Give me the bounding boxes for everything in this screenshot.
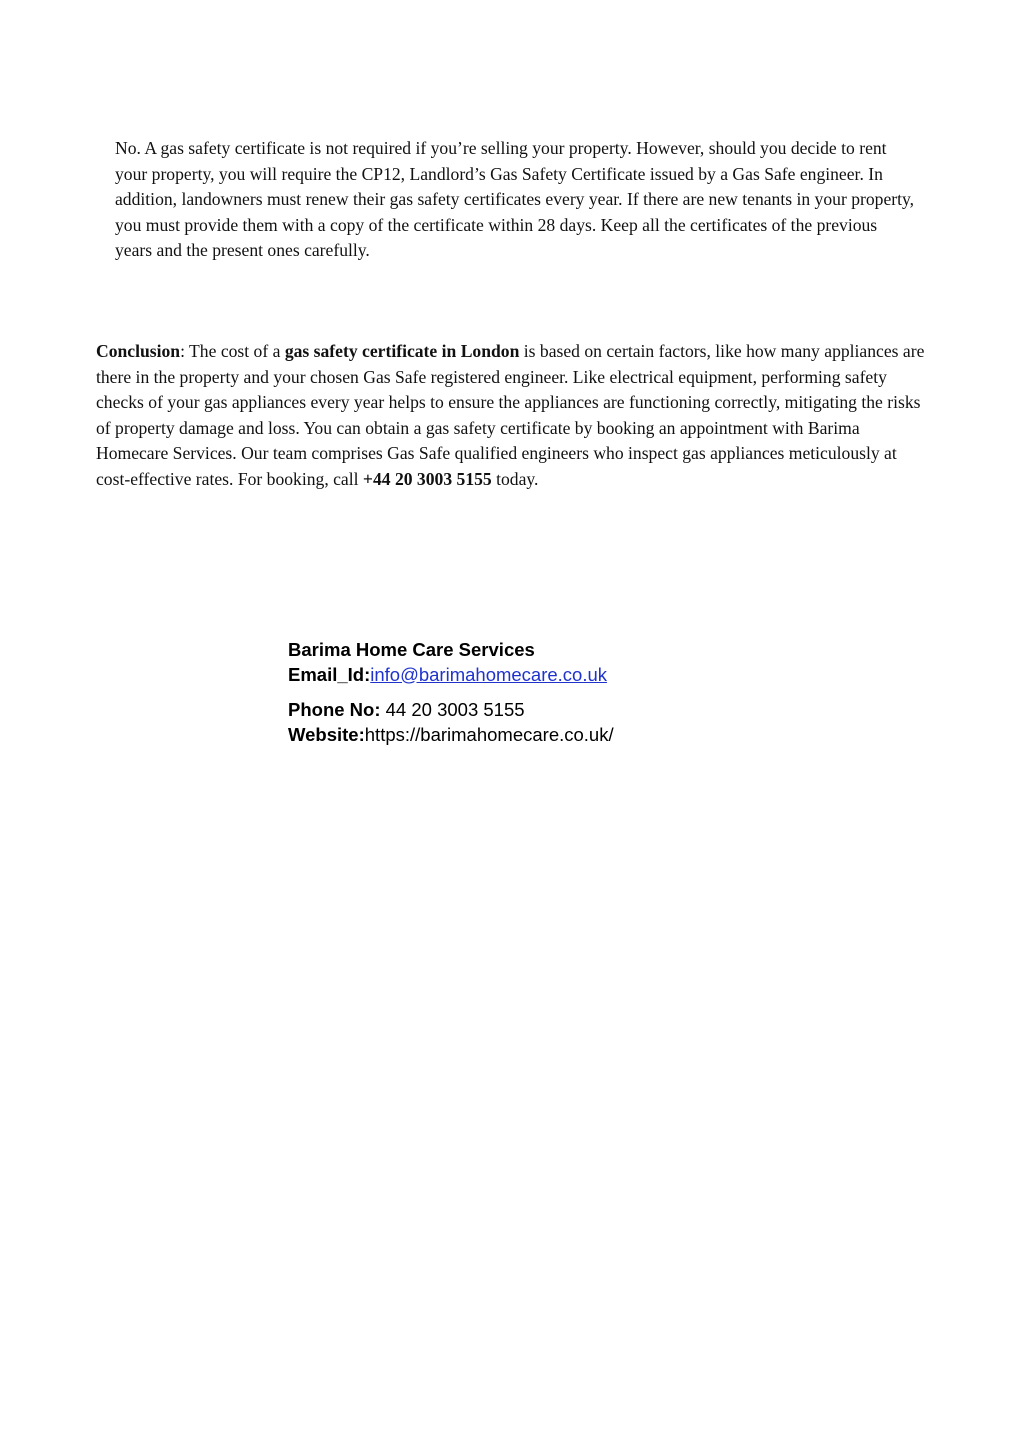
contact-block bbox=[288, 638, 808, 747]
answer-paragraph: No. A gas safety certificate is not required if you’re selling your property. However, should you decide to rent your property, you will require the CP12, Landlord’s Gas Safety Certificate issued by a Gas Safe engineer. In addition, landowners must renew their gas safety certificates every year. If there are new tenants in your property, you must provide them with a copy of the certificate within 28 days. Keep all the certificates of the previous years and the present ones carefully. bbox=[115, 138, 915, 260]
website-value: https://barimahomecare.co.uk/ bbox=[364, 723, 614, 745]
conclusion-paragraph bbox=[96, 339, 926, 492]
website-line bbox=[288, 723, 808, 748]
conclusion-keyword: gas safety certificate in London bbox=[284, 341, 520, 361]
email-line bbox=[288, 663, 808, 688]
phone-value: 44 20 3003 5155 bbox=[380, 699, 525, 720]
email-label: Email_Id: bbox=[288, 663, 371, 685]
company-name: Barima Home Care Services bbox=[288, 639, 535, 660]
conclusion-tail: today. bbox=[491, 468, 539, 489]
phone-line bbox=[288, 698, 808, 723]
conclusion-label: Conclusion bbox=[96, 341, 181, 361]
conclusion-body: is based on certain factors, like how many appliances are there in the property and your chosen Gas Safe registered engineer. Like electrical equipment, performing safety checks of your gas appliances every year helps to ensure the appliances are functioning correctly, mitigating the risks of property damage and loss. You can obtain a gas safety certificate by booking an appointment with Barima Homecare Services. Our team comprises Gas Safe qualified engineers who inspect gas appliances meticulously at cost-effective rates. For booking, call bbox=[96, 341, 925, 489]
phone-label: Phone No: bbox=[288, 699, 381, 720]
email-link[interactable]: info@barimahomecare.co.uk bbox=[370, 663, 608, 685]
website-label: Website: bbox=[288, 723, 365, 745]
conclusion-intro: : The cost of a bbox=[180, 341, 285, 361]
conclusion-phone: +44 20 3003 5155 bbox=[362, 468, 492, 489]
